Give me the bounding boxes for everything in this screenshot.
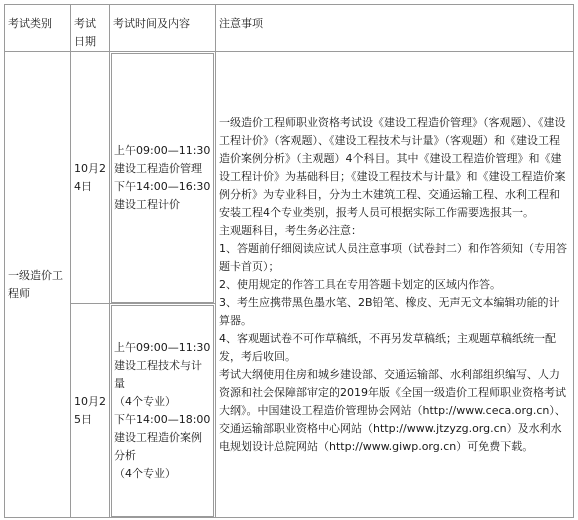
outline-text-c: ）及水利水电规划设计总院网站（ (219, 421, 562, 453)
notes-outline (219, 366, 570, 456)
morning-subject-day1: 建设工程造价管理 (114, 161, 202, 175)
header-notes: 注意事项 (216, 5, 574, 52)
exam-category: 一级造价工程师 (5, 52, 71, 518)
morning-note-day2: （4个专业） (114, 394, 176, 408)
afternoon-time-day2: 下午14:00—18:00 (114, 412, 211, 426)
afternoon-note-day2: （4个专业） (114, 466, 176, 480)
outline-text-d: ）可免费下载。 (456, 439, 534, 453)
notes-item-1: 1、答题前仔细阅读应试人员注意事项（试卷封二）和作答须知（专用答题卡首页）； (219, 241, 567, 273)
notes-intro: 一级造价工程师职业资格考试设《建设工程造价管理》（客观题）、《建设工程计价》（客观题）、《建设工程技术与计量》（客观题）和《建设工程造价案例分析》（主观题）4个科目。其中《建设工程造价管理》和《建设工程计价》为基础科目；《建设工程技术与计量》和《建设工程造价案例分析》为专业科目，分为土木建筑工程、交通运输工程、水利工程和安装工程4个专业类别，报考人员可根据实际工作需要选报其一。 (219, 115, 566, 219)
afternoon-time-day1: 下午14:00—16:30 (114, 179, 211, 193)
notes-item-4: 4、客观题试卷不可作草稿纸，不再另发草稿纸；主观题草稿纸统一配发，考后收回。 (219, 331, 556, 363)
outline-text-b: ）、交通运输部职业资格中心网站（ (219, 403, 566, 435)
table-header-row (5, 5, 574, 52)
exam-date-day2: 10月25日 (71, 304, 110, 518)
outline-text-a: 考试大纲使用住房和城乡建设部、交通运输部、水利部组织编写、人力资源和社会保障部审定的2019年版《全国一级造价工程师职业资格考试大纲》。中国建设工程造价管理协会网站（ (219, 367, 566, 417)
morning-time-day2: 上午09:00—11:30 (114, 340, 211, 354)
notes-subjective-title: 主观题科目，考生务必注意： (219, 223, 362, 237)
exam-date-day1: 10月24日 (71, 52, 110, 304)
morning-subject-day2: 建设工程技术与计量 (114, 358, 202, 390)
time-content-day2 (110, 304, 216, 518)
exam-schedule-table (4, 4, 574, 518)
notes-item-3: 3、考生应携带黑色墨水笔、2B铅笔、橡皮、无声无文本编辑功能的计算器。 (219, 295, 560, 327)
time-content-day1 (110, 52, 216, 304)
notes-item-2: 2、使用规定的作答工具在专用答题卡划定的区域内作答。 (219, 277, 501, 291)
link-ceca[interactable]: http://www.ceca.org.cn (422, 403, 550, 417)
link-giwp[interactable]: http://www.giwp.org.cn (329, 439, 457, 453)
header-category: 考试类别 (5, 5, 71, 52)
link-jtzyzg[interactable]: http://www.jtzyzg.org.cn (373, 421, 507, 435)
afternoon-subject-day2: 建设工程造价案例分析 (114, 430, 202, 462)
header-time-content: 考试时间及内容 (110, 5, 216, 52)
morning-time-day1: 上午09:00—11:30 (114, 143, 211, 157)
afternoon-subject-day1: 建设工程计价 (114, 197, 180, 211)
header-date: 考试日期 (71, 5, 110, 52)
notes-cell (216, 52, 574, 518)
table-row (5, 52, 574, 304)
